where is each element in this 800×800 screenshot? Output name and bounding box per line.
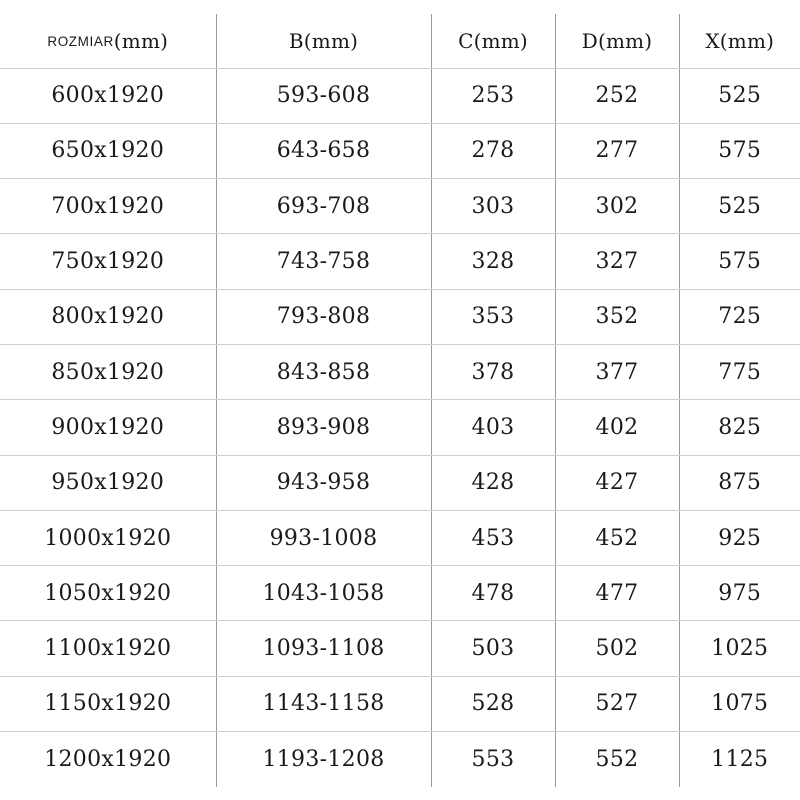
table-row (0, 400, 800, 455)
b-cell: 793-808 (216, 289, 431, 344)
rozmiar-cell: 750x1920 (0, 234, 216, 289)
d-cell: 427 (555, 455, 679, 510)
rozmiar-cell: 650x1920 (0, 123, 216, 178)
d-cell: 502 (555, 621, 679, 676)
c-cell: 378 (431, 344, 555, 399)
header-row (0, 14, 800, 68)
x-cell: 725 (679, 289, 800, 344)
x-cell: 1125 (679, 732, 800, 787)
x-cell: 1025 (679, 621, 800, 676)
b-cell: 943-958 (216, 455, 431, 510)
b-cell: 593-608 (216, 68, 431, 123)
b-cell: 743-758 (216, 234, 431, 289)
b-cell: 693-708 (216, 179, 431, 234)
c-cell: 403 (431, 400, 555, 455)
table-body (0, 68, 800, 787)
table-row (0, 510, 800, 565)
rozmiar-cell: 700x1920 (0, 179, 216, 234)
b-cell: 993-1008 (216, 510, 431, 565)
c-cell: 528 (431, 676, 555, 731)
rozmiar-cell: 800x1920 (0, 289, 216, 344)
dimensions-table-container (0, 14, 800, 787)
b-cell: 1043-1058 (216, 566, 431, 621)
table-row (0, 123, 800, 178)
d-cell: 327 (555, 234, 679, 289)
x-cell: 875 (679, 455, 800, 510)
dimensions-table (0, 14, 800, 787)
table-header (0, 14, 800, 68)
d-cell: 552 (555, 732, 679, 787)
header-rozmiar-unit: (mm) (113, 28, 169, 53)
rozmiar-cell: 1000x1920 (0, 510, 216, 565)
x-cell: 1075 (679, 676, 800, 731)
rozmiar-cell: 1200x1920 (44, 746, 172, 772)
d-cell: 452 (555, 510, 679, 565)
header-rozmiar-label: ROZMIAR (47, 33, 114, 49)
header-c: C(mm) (431, 14, 555, 68)
rozmiar-cell: 900x1920 (0, 400, 216, 455)
rozmiar-cell: 950x1920 (0, 455, 216, 510)
c-cell: 303 (431, 179, 555, 234)
b-cell: 643-658 (216, 123, 431, 178)
d-cell: 527 (555, 676, 679, 731)
rozmiar-cell: 1100x1920 (0, 621, 216, 676)
b-cell: 1143-1158 (216, 676, 431, 731)
c-cell: 328 (431, 234, 555, 289)
x-cell: 825 (679, 400, 800, 455)
rozmiar-cell: 1050x1920 (0, 566, 216, 621)
c-cell: 503 (431, 621, 555, 676)
x-cell: 525 (679, 179, 800, 234)
d-cell: 477 (555, 566, 679, 621)
x-cell: 975 (679, 566, 800, 621)
table-row (0, 676, 800, 731)
table-row (0, 732, 800, 787)
b-cell: 843-858 (216, 344, 431, 399)
x-cell: 575 (679, 123, 800, 178)
table-row (0, 289, 800, 344)
rozmiar-cell: 600x1920 (0, 68, 216, 123)
table-row (0, 566, 800, 621)
table-row (0, 621, 800, 676)
table-row (0, 344, 800, 399)
b-cell: 1193-1208 (216, 732, 431, 787)
header-rozmiar (0, 14, 216, 68)
d-cell: 352 (555, 289, 679, 344)
rozmiar-cell: 1150x1920 (0, 676, 216, 731)
c-cell: 428 (431, 455, 555, 510)
d-cell: 277 (555, 123, 679, 178)
header-d: D(mm) (555, 14, 679, 68)
c-cell: 553 (431, 732, 555, 787)
c-cell: 478 (431, 566, 555, 621)
header-x: X(mm) (679, 14, 800, 68)
c-cell: 353 (431, 289, 555, 344)
table-row (0, 455, 800, 510)
header-b: B(mm) (216, 14, 431, 68)
rozmiar-cell: 850x1920 (0, 344, 216, 399)
table-row (0, 234, 800, 289)
c-cell: 453 (431, 510, 555, 565)
d-cell: 302 (555, 179, 679, 234)
d-cell: 402 (555, 400, 679, 455)
x-cell: 525 (679, 68, 800, 123)
b-cell: 1093-1108 (216, 621, 431, 676)
x-cell: 575 (679, 234, 800, 289)
b-cell: 893-908 (216, 400, 431, 455)
x-cell: 925 (679, 510, 800, 565)
table-row (0, 68, 800, 123)
d-cell: 252 (555, 68, 679, 123)
x-cell: 775 (679, 344, 800, 399)
c-cell: 253 (431, 68, 555, 123)
table-row (0, 179, 800, 234)
c-cell: 278 (431, 123, 555, 178)
d-cell: 377 (555, 344, 679, 399)
